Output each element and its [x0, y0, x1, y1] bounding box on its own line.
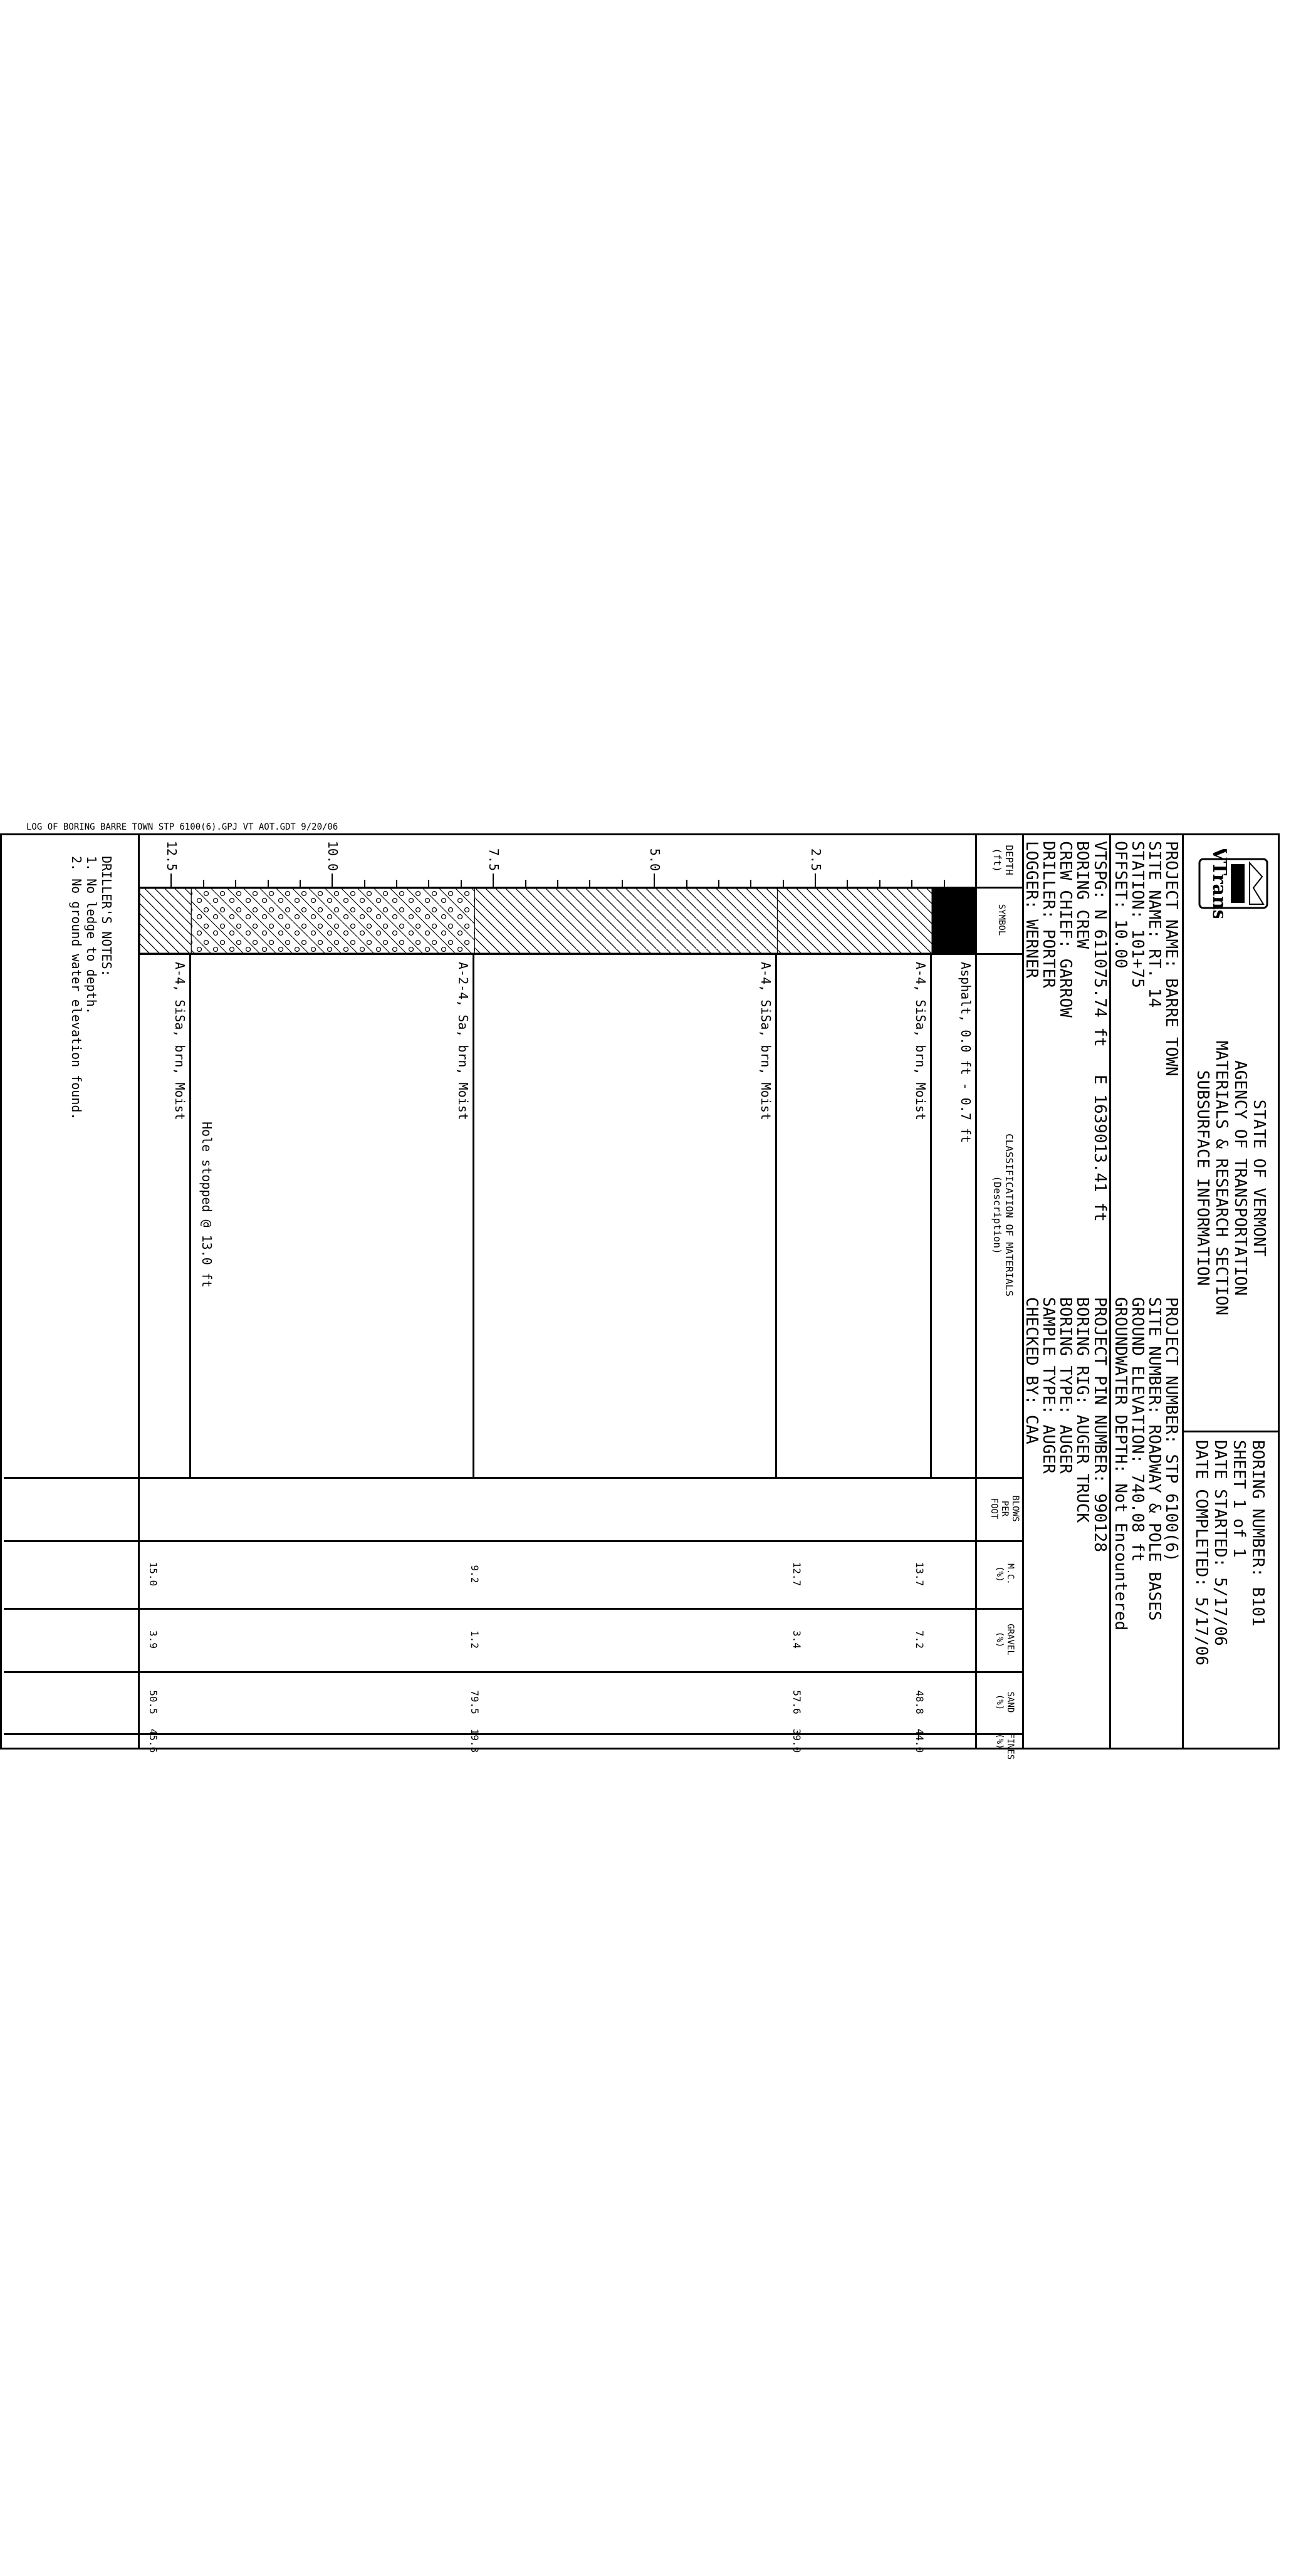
depth-tick-minor	[783, 880, 784, 887]
depth-tick-minor	[235, 880, 236, 887]
layer-boundary	[189, 953, 191, 1477]
depth-tick-minor	[396, 880, 397, 887]
header-classification: CLASSIFICATION OF MATERIALS (Description)	[991, 1133, 1015, 1297]
depth-tick-minor	[622, 880, 623, 887]
col-divider-class	[4, 1477, 1024, 1479]
depth-tick-major	[493, 873, 494, 887]
sample-type: SAMPLE TYPE: AUGER	[1039, 1297, 1058, 1474]
boring-rig: BORING RIG: AUGER TRUCK	[1073, 1297, 1092, 1523]
strata-layer-sand	[191, 889, 474, 953]
svg-text:VTrans: VTrans	[1208, 849, 1230, 918]
depth-label: 12.5	[164, 840, 180, 871]
sample-mc-value: 13.7	[913, 1562, 926, 1587]
boring-type: BORING TYPE: AUGER	[1056, 1297, 1075, 1474]
file-path-line: LOG OF BORING BARRE TOWN STP 6100(6).GPJ VT AOT.GDT 9/20/06	[26, 822, 338, 832]
drillers-note-1: 1. No ledge to depth.	[84, 856, 99, 1014]
driller: DRILLER: PORTER	[1039, 841, 1058, 988]
vtrans-logo	[1190, 849, 1275, 918]
offset: OFFSET: 10.00	[1111, 841, 1130, 969]
notes-divider	[138, 833, 140, 1749]
layer-description: Asphalt, 0.0 ft - 0.7 ft	[958, 962, 973, 1143]
boring-crew-title: BORING CREW	[1073, 841, 1092, 949]
crew-chief: CREW CHIEF: GARROW	[1056, 841, 1075, 1018]
sample-sand-value: 48.8	[913, 1690, 926, 1714]
boring-number: BORING NUMBER: B101	[1248, 1440, 1267, 1627]
drillers-note-2: 2. No ground water elevation found.	[69, 856, 84, 1120]
depth-tick-minor	[428, 880, 429, 887]
sample-fines-value: 44.0	[913, 1728, 926, 1753]
strata-layer-silty-sand	[777, 889, 932, 953]
depth-tick-minor	[847, 880, 848, 887]
layer-boundary	[775, 953, 777, 1477]
header-mc: M.C. (%)	[995, 1563, 1015, 1585]
project-pin: PROJECT PIN NUMBER: 990128	[1090, 1297, 1109, 1552]
sample-sand-value: 50.5	[147, 1690, 159, 1714]
site-number: SITE NUMBER: ROADWAY & POLE BASES	[1145, 1297, 1164, 1621]
sample-mc-value: 9.2	[469, 1565, 481, 1583]
layer-boundary	[930, 953, 932, 1477]
drillers-notes-title: DRILLER'S NOTES:	[99, 856, 114, 977]
depth-tick-minor	[718, 880, 719, 887]
agency-subtitle: SUBSURFACE INFORMATION	[1193, 1070, 1212, 1286]
depth-tick-minor	[525, 880, 526, 887]
depth-tick-major	[332, 873, 333, 887]
depth-tick-minor	[268, 880, 269, 887]
strata-symbol-column	[140, 889, 977, 953]
depth-tick-minor	[944, 880, 945, 887]
layer-boundary	[473, 953, 474, 1477]
depth-tick-minor	[911, 880, 912, 887]
layer-description: A-2-4, Sa, brn, Moist	[456, 962, 471, 1120]
strata-layer-silty-sand	[140, 889, 191, 953]
sheet-border	[0, 833, 1280, 1760]
agency-state: STATE OF VERMONT	[1250, 1099, 1268, 1257]
sample-mc-value: 12.7	[791, 1562, 803, 1587]
header-sand: SAND (%)	[995, 1691, 1015, 1713]
header-depth: DEPTH (ft)	[991, 845, 1015, 875]
agency-name: AGENCY OF TRANSPORTATION	[1231, 1060, 1250, 1296]
layer-description: A-4, SiSa, brn, Moist	[172, 962, 188, 1120]
depth-tick-minor	[686, 880, 687, 887]
sample-gravel-value: 7.2	[913, 1630, 926, 1649]
station: STATION: 101+75	[1128, 841, 1147, 988]
layer-description: A-4, SiSa, brn, Moist	[758, 962, 774, 1120]
date-started: DATE STARTED: 5/17/06	[1211, 1440, 1230, 1646]
date-completed: DATE COMPLETED: 5/17/06	[1192, 1440, 1211, 1666]
depth-label: 2.5	[808, 848, 824, 871]
sample-fines-value: 19.3	[469, 1728, 481, 1753]
sample-sand-value: 79.5	[469, 1690, 481, 1714]
sample-gravel-value: 3.4	[791, 1630, 803, 1649]
depth-label: 10.0	[325, 840, 341, 871]
depth-label: 7.5	[486, 848, 502, 871]
column-header-divider	[975, 833, 977, 1749]
sample-fines-value: 39.0	[791, 1728, 803, 1753]
sample-sand-value: 57.6	[791, 1690, 803, 1714]
depth-label: 5.0	[647, 848, 663, 871]
depth-tick-major	[815, 873, 816, 887]
hole-stopped-note: Hole stopped @ 13.0 ft	[199, 1122, 214, 1288]
depth-tick-minor	[300, 880, 301, 887]
depth-tick-major	[654, 873, 655, 887]
header-fines: FINES (%)	[995, 1733, 1015, 1760]
logger: LOGGER: WERNER	[1022, 841, 1041, 979]
depth-tick-minor	[879, 880, 880, 887]
sample-mc-value: 15.0	[147, 1562, 159, 1587]
strata-layer-asphalt	[932, 889, 977, 953]
col-divider-symbol	[140, 953, 1024, 955]
vtspg-northing: VTSPG: N 611075.74 ft	[1090, 841, 1109, 1047]
sheet-number: SHEET 1 of 1	[1230, 1440, 1248, 1558]
depth-tick-minor	[589, 880, 590, 887]
header-blows: BLOWS PER FOOT	[989, 1495, 1020, 1522]
header-top-divider	[1184, 1431, 1280, 1432]
strata-layer-silty-sand	[474, 889, 777, 953]
header-row-divider-1	[1182, 833, 1184, 1749]
vtspg-easting: E 1639013.41 ft	[1090, 1075, 1109, 1222]
depth-tick-minor	[203, 880, 204, 887]
sample-fines-value: 45.6	[147, 1728, 159, 1753]
boring-log-sheet	[0, 833, 1280, 1760]
sample-gravel-value: 3.9	[147, 1630, 159, 1649]
depth-tick-minor	[557, 880, 558, 887]
project-name: PROJECT NAME: BARRE TOWN	[1162, 841, 1181, 1077]
depth-tick-minor	[461, 880, 462, 887]
groundwater-depth: GROUNDWATER DEPTH: Not Encountered	[1111, 1297, 1130, 1631]
depth-tick-minor	[750, 880, 751, 887]
ground-elevation: GROUND ELEVATION: 740.08 ft	[1128, 1297, 1147, 1562]
agency-section: MATERIALS & RESEARCH SECTION	[1212, 1040, 1231, 1316]
project-number: PROJECT NUMBER: STP 6100(6)	[1162, 1297, 1181, 1562]
header-symbol: SYMBOL	[996, 904, 1006, 936]
site-name: SITE NAME: RT. 14	[1145, 841, 1164, 1008]
layer-description: A-4, SiSa, brn, Moist	[913, 962, 929, 1120]
header-gravel: GRAVEL (%)	[995, 1624, 1015, 1656]
depth-tick-major	[170, 873, 172, 887]
checked-by: CHECKED BY: CAA	[1022, 1297, 1041, 1444]
sample-gravel-value: 1.2	[469, 1630, 481, 1649]
depth-tick-minor	[364, 880, 365, 887]
